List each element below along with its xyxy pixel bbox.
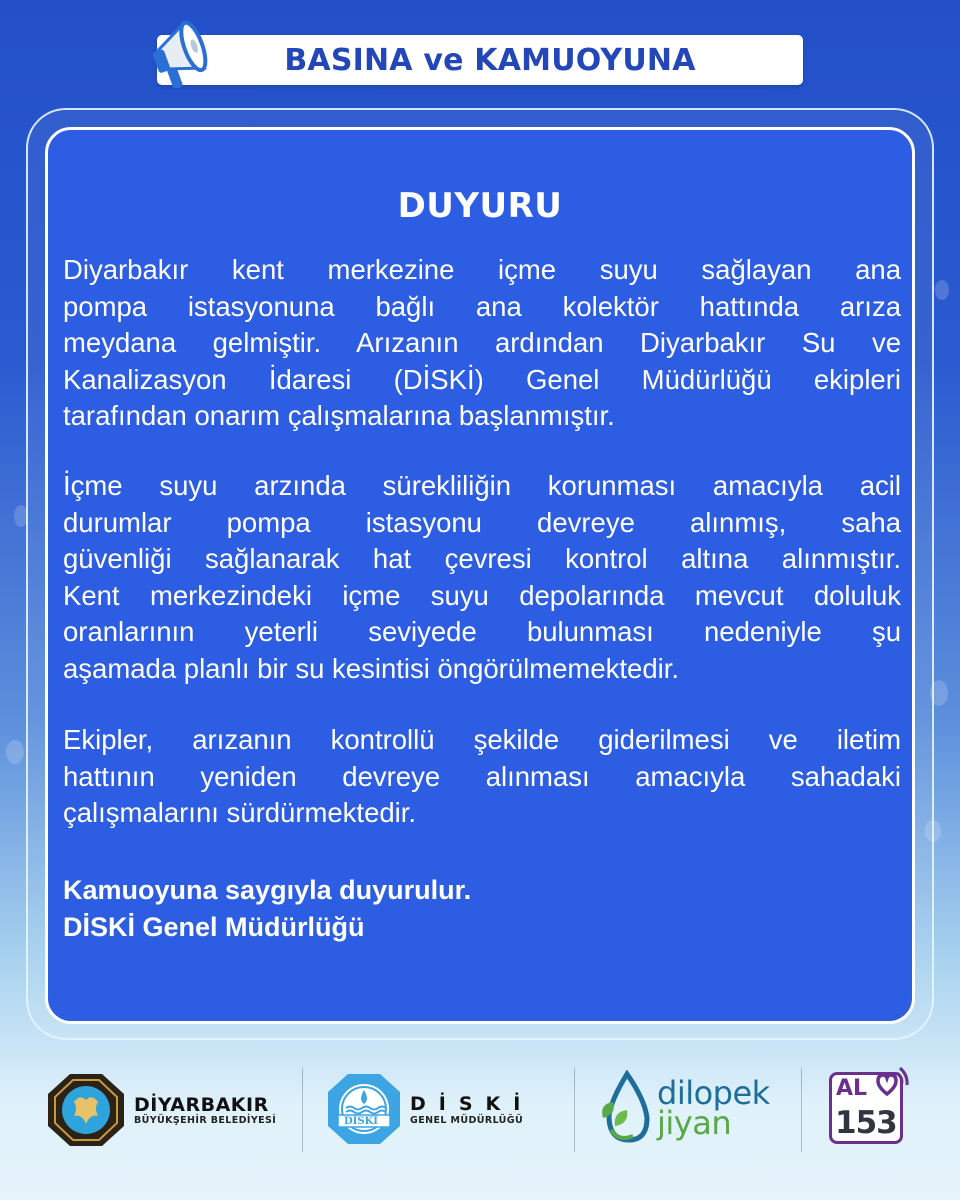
header-title: BASINA ve KAMUOYUNA [284,42,696,78]
paragraph-3 [63,722,901,832]
diyarbakir-emblem-icon [46,1072,126,1148]
heart-signal-icon [870,1067,910,1101]
text-line: aşamada planlı bir su kesintisi öngörülmemektedir. [63,652,679,684]
water-droplet-decoration [6,740,24,764]
text-line: Kent merkezindeki içme suyu depolarında mevcut doluluk [63,579,901,611]
text-line: oranlarının yeterli seviyede bulunması nedeniyle şu [63,616,901,647]
diyarbakir-name: DİYARBAKIR [134,1093,269,1116]
dilopek-jiyan-logo [597,1070,770,1146]
diski-name: DİSKİ [410,1092,534,1115]
closing-signature [63,872,471,946]
footer-divider [574,1068,575,1152]
text-line: güvenliği sağlanarak hat çevresi kontrol altına alınmıştır. [63,543,901,574]
footer-divider [302,1068,303,1152]
text-line: pompa istasyonuna bağlı ana kolektör hattında arıza [63,290,901,322]
diyarbakir-logo [46,1072,276,1148]
footer-divider [801,1068,802,1152]
text-line: meydana gelmiştir. Arızanın ardından Diyarbakır Su ve [63,327,901,358]
announcement-card [45,127,915,1024]
diyarbakir-subtitle: BÜYÜKŞEHİR BELEDİYESİ [134,1114,277,1126]
header-banner [157,35,803,85]
text-line: çalışmalarını sürdürmektedir. [63,797,417,828]
dilopek-text: dilopek [657,1074,770,1112]
closing-line: Kamuoyuna saygıyla duyurulur. [63,875,472,905]
diski-logo [326,1072,533,1146]
water-drop-leaf-icon [597,1070,653,1146]
alo-153-logo [829,1072,903,1144]
text-line: hattının yeniden devreye alınması amacıyla sahadaki [63,760,901,792]
megaphone-icon [148,18,220,88]
diski-emblem-text: DİSKİ [344,1116,378,1127]
alo-text: AL [836,1076,868,1101]
diski-emblem-icon [326,1072,402,1146]
text-line: tarafından onarım çalışmalarına başlanmıştır. [63,400,615,431]
text-line: Kanalizasyon İdaresi (DİSKİ) Genel Müdürlüğü ekipleri [63,363,901,395]
text-line: Diyarbakır kent merkezine içme suyu sağlayan ana [63,254,901,285]
diski-subtitle: GENEL MÜDÜRLÜĞÜ [410,1114,524,1126]
paragraph-1 [63,252,901,435]
text-line: İçme suyu arzında sürekliliğin korunması amacıyla acil [63,470,901,501]
announcement-title: DUYURU [397,186,563,226]
paragraph-2 [63,468,901,687]
jiyan-text: jiyan [657,1104,732,1142]
signature-line: DİSKİ Genel Müdürlüğü [63,912,365,942]
water-droplet-decoration [935,280,949,300]
text-line: Ekipler, arızanın kontrollü şekilde giderilmesi ve iletim [63,724,901,755]
text-line: durumlar pompa istasyonu devreye alınmış, saha [63,506,901,538]
alo-number: 153 [835,1105,897,1141]
